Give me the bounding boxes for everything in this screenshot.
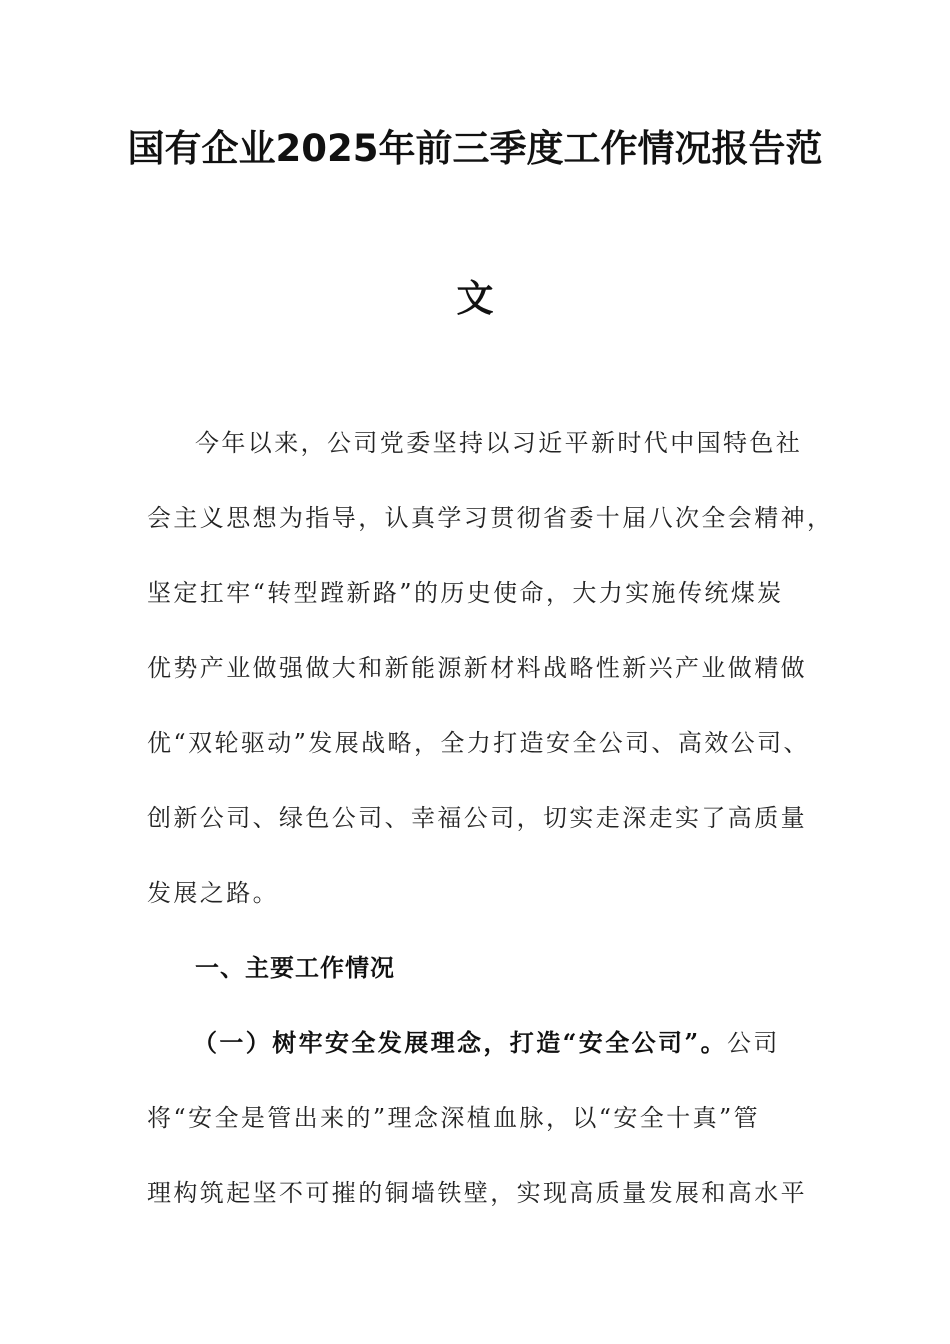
paragraph-line: 坚定扛牢“转型蹚新路”的历史使命，大力实施传统煤炭 [147,579,784,607]
section-heading: 一、主要工作情况 [195,954,395,982]
paragraph-line: 创新公司、绿色公司、幸福公司，切实走深走实了高质量 [147,804,807,832]
paragraph-line: 理构筑起坚不可摧的铜墙铁壁，实现高质量发展和高水平 [147,1179,807,1207]
subsection-heading: （一）树牢安全发展理念，打造“安全公司”。 [193,1028,728,1057]
subsection-line [193,1027,863,1059]
paragraph-line: 将“安全是管出来的”理念深植血脉，以“安全十真”管 [147,1104,761,1132]
paragraph-line: 发展之路。 [147,879,279,907]
paragraph-line: 优势产业做强做大和新能源新材料战略性新兴产业做精做 [147,654,807,682]
document-title-line-1: 国有企业2025年前三季度工作情况报告范 [127,127,823,170]
subsection-text: 公司 [727,1029,780,1057]
document-title-line-2: 文 [456,277,494,320]
paragraph-line: 今年以来，公司党委坚持以习近平新时代中国特色社 [195,429,803,457]
paragraph-line: 会主义思想为指导，认真学习贯彻省委十届八次全会精神， [147,504,834,532]
paragraph-line: 优“双轮驱动”发展战略，全力打造安全公司、高效公司、 [147,729,810,757]
